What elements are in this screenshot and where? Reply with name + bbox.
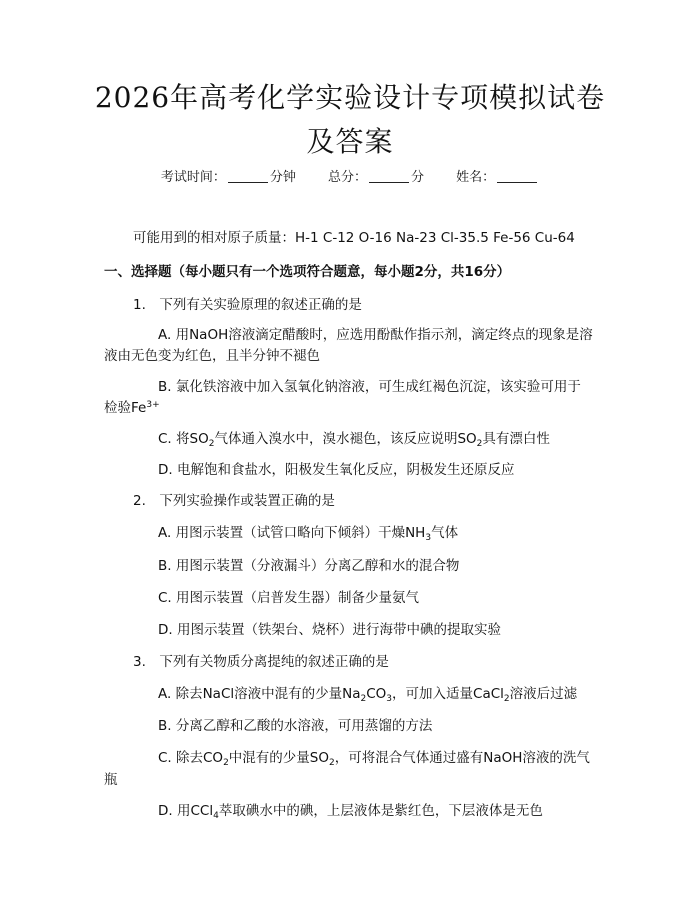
q1-option-c xyxy=(158,429,550,449)
question-3-stem: 3. 下列有关物质分离提纯的叙述正确的是 xyxy=(133,654,389,670)
q3-option-c-cont: 瓶 xyxy=(104,772,118,788)
q2-a-post: 气体 xyxy=(431,525,459,541)
q1-c-mid: 气体通入溴水中，溴水褪色，该反应说明SO xyxy=(214,431,477,447)
q3-c-sub2: 2 xyxy=(329,758,335,768)
q3-c-pre: C. 除去CO xyxy=(158,750,224,766)
q2-option-b: B. 用图示装置（分液漏斗）分离乙醇和水的混合物 xyxy=(158,558,460,574)
q1-option-b: B. 氯化铁溶液中加入氢氧化钠溶液，可生成红褐色沉淀，该实验可用于 xyxy=(158,379,581,395)
q2-option-d: D. 用图示装置（铁架台、烧杯）进行海带中碘的提取实验 xyxy=(158,622,501,638)
q3-d-post: 萃取碘水中的碘，上层液体是紫红色，下层液体是无色 xyxy=(218,803,543,819)
time-unit: 分钟 xyxy=(269,170,296,185)
score-unit: 分 xyxy=(411,170,425,185)
q3-option-a xyxy=(158,684,577,704)
page-title: 2026年高考化学实验设计专项模拟试卷及答案 xyxy=(94,81,606,158)
section-heading: 一、选择题（每小题只有一个选项符合题意，每小题2分，共16分） xyxy=(104,264,511,280)
q3-a-sub3: 2 xyxy=(503,694,510,704)
total-score xyxy=(328,168,424,188)
exam-time xyxy=(161,168,296,188)
q1-c-pre: C. 将SO xyxy=(158,431,209,447)
q3-option-d xyxy=(158,801,543,821)
q3-d-sub: 4 xyxy=(213,811,219,821)
question-1-stem: 1. 下列有关实验原理的叙述正确的是 xyxy=(133,297,362,313)
name-blank[interactable] xyxy=(497,169,537,183)
q3-option-b: B. 分离乙醇和乙酸的水溶液，可用蒸馏的方法 xyxy=(158,718,433,734)
student-name xyxy=(456,168,539,188)
q3-a-pre: A. 除去NaCl溶液中混有的少量Na xyxy=(158,686,361,702)
q3-c-mid: 中混有的少量SO xyxy=(228,750,329,766)
q3-a-mid1: CO xyxy=(366,686,387,702)
q3-c-sub1: 2 xyxy=(223,758,229,768)
q1-b-text: 检验Fe xyxy=(104,400,147,416)
q1-c-sub2: 2 xyxy=(476,439,483,449)
q1-option-d: D. 电解饱和食盐水，阳极发生氧化反应，阴极发生还原反应 xyxy=(158,462,515,478)
q1-option-a: A. 用NaOH溶液滴定醋酸时，应选用酚酞作指示剂，滴定终点的现象是溶 xyxy=(158,327,593,343)
q2-a-pre: A. 用图示装置（试管口略向下倾斜）干燥NH xyxy=(158,525,426,541)
q2-option-c: C. 用图示装置（启普发生器）制备少量氨气 xyxy=(158,590,420,606)
time-label: 考试时间： xyxy=(160,170,226,185)
q2-option-a xyxy=(158,523,458,543)
atomic-masses: 可能用到的相对原子质量：H-1 C-12 O-16 Na-23 Cl-35.5 Fe-56 Cu-64 xyxy=(133,230,575,246)
question-2-stem: 2. 下列实验操作或装置正确的是 xyxy=(133,493,335,509)
q1-c-sub1: 2 xyxy=(208,439,215,449)
exam-meta xyxy=(0,168,700,188)
score-label: 总分： xyxy=(327,170,367,185)
q3-a-sub2: 3 xyxy=(386,694,393,704)
q3-c-post: ，可将混合气体通过盛有NaOH溶液的洗气 xyxy=(334,750,590,766)
q3-a-post: 溶液后过滤 xyxy=(509,686,578,702)
score-blank[interactable] xyxy=(369,169,409,183)
q1-b-sup: 3+ xyxy=(146,400,160,410)
q3-a-mid2: ，可加入适量CaCl xyxy=(392,686,504,702)
name-label: 姓名： xyxy=(456,170,496,185)
time-blank[interactable] xyxy=(228,169,268,183)
q3-option-c xyxy=(158,748,590,768)
q3-a-sub1: 2 xyxy=(360,694,367,704)
q1-c-post: 具有漂白性 xyxy=(482,431,550,447)
q1-option-a-cont: 液由无色变为红色，且半分钟不褪色 xyxy=(104,348,320,364)
q3-d-pre: D. 用CCl xyxy=(158,803,214,819)
q2-a-sub: 3 xyxy=(425,533,432,543)
q1-option-b-cont xyxy=(104,398,160,418)
